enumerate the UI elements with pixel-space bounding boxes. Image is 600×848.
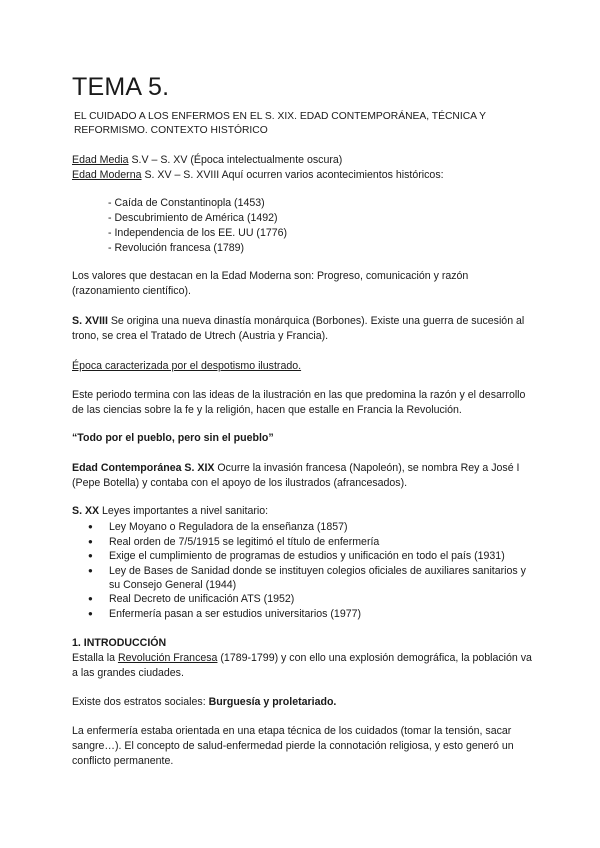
s20-text: Leyes importantes a nivel sanitario: [99,505,269,517]
page-subtitle: EL CUIDADO A LOS ENFERMOS EN EL S. XIX. EDAD CONTEMPORÁNEA, TÉCNICA Y REFORMISMO. CONTEXTO HISTÓRICO [74,111,486,136]
valores-paragraph: Los valores que destacan en la Edad Moderna son: Progreso, comunicación y razón (razonamiento científico). [72,270,469,297]
list-item: - Descubrimiento de América (1492) [108,211,287,226]
intro-paragraph-3: La enfermería estaba orientada en una etapa técnica de los cuidados (tomar la tensión, sacar sangre…). El concepto de salud-enfermedad pierde la connotación religiosa, y esto generó un conflicto permanente. [72,725,514,767]
edad-moderna-label: Edad Moderna [72,169,142,181]
list-item: - Revolución francesa (1789) [108,241,287,256]
s18-label: S. XVIII [72,315,108,327]
edad-media-line [72,153,532,168]
lema-quote: “Todo por el pueblo, pero sin el pueblo” [72,432,274,444]
list-item: ● Exige el cumplimiento de programas de estudios y unificación en todo el país (1931) [72,549,532,563]
s18-paragraph [72,314,532,344]
edad-moderna-line [72,168,532,183]
s20-line [72,504,532,519]
contemporanea-paragraph [72,461,532,491]
intro-p1-end: (1789-1799) y con ello una explosión demográfica, la población va a las grandes ciudades. [72,652,532,679]
edad-media-label: Edad Media [72,154,129,166]
eventos-list [108,196,287,256]
list-item: ● Ley de Bases de Sanidad donde se instituyen colegios oficiales de auxiliares sanitarios y su Consejo General (1944) [72,564,532,592]
revolucion-francesa-text: Revolución Francesa [117,652,218,664]
s18-text: Se origina una nueva dinastía monárquica (Borbones). Existe una guerra de sucesión al trono, se crea el Tratado de Utrech (Austria y Francia). [72,315,525,342]
list-item: ● Real Decreto de unificación ATS (1952) [72,592,532,606]
list-item: ● Ley Moyano o Reguladora de la enseñanza (1857) [72,520,532,534]
contemporanea-label: Edad Contemporánea S. XIX [72,462,215,474]
s20-label: S. XX [72,505,100,517]
estratos-sociales: Burguesía y proletariado. [208,696,337,708]
intro-heading: 1. INTRODUCCIÓN [72,637,167,649]
list-item: ● Enfermería pasan a ser estudios universitarios (1977) [72,607,532,621]
intro-p2-start: Existe dos estratos sociales: [72,696,209,708]
intro-p1-start: Estalla la [72,652,118,664]
edad-moderna-text: S. XV – S. XVIII Aquí ocurren varios acontecimientos históricos: [141,169,444,181]
edad-media-text: S.V – S. XV (Época intelectualmente oscura) [128,154,343,166]
intro-paragraph-2 [72,695,532,710]
list-item: ● Real orden de 7/5/1915 se legitimó el título de enfermería [72,535,532,549]
contemporanea-text: Ocurre la invasión francesa (Napoleón), se nombra Rey a José I (Pepe Botella) y contaba con el apoyo de los ilustrados (afrancesados). [72,462,520,489]
despotismo-line: Época caracterizada por el despotismo ilustrado. [72,360,302,372]
intro-paragraph-1 [72,651,532,681]
list-item: - Caída de Constantinopla (1453) [108,196,287,211]
page-title: TEMA 5. [72,73,170,101]
periodo-paragraph: Este periodo termina con las ideas de la ilustración en las que predomina la razón y el desarrollo de las ciencias sobre la fe y la religión, hacen que estalle en Francia la Revolución. [72,389,526,416]
leyes-list [72,520,532,622]
list-item: - Independencia de los EE. UU (1776) [108,226,287,241]
